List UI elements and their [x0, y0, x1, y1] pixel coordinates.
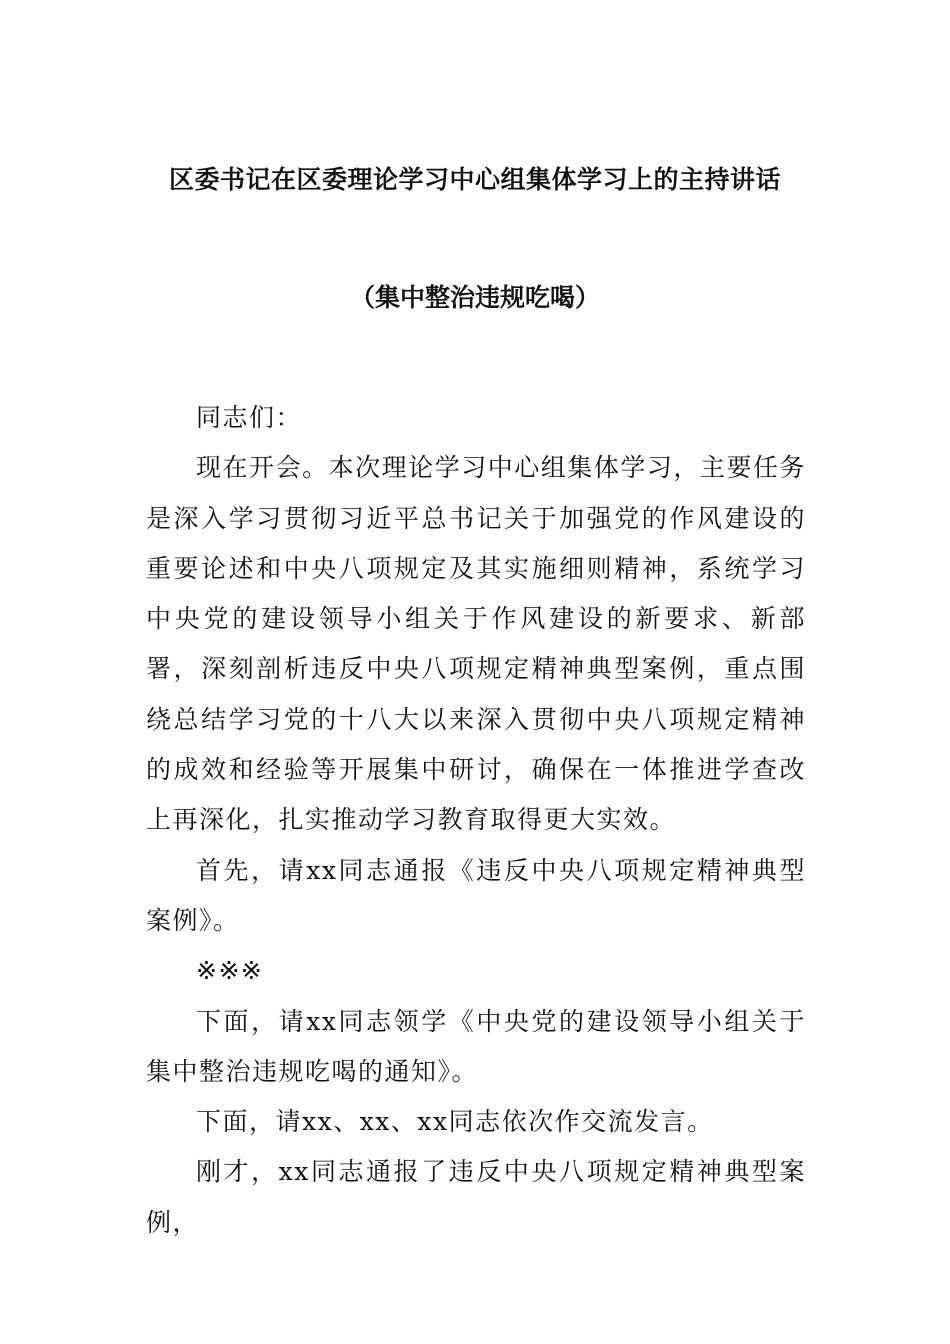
body-paragraph: 首先，请xx同志通报《违反中央八项规定精神典型案例》。	[146, 855, 806, 935]
document-title: 区委书记在区委理论学习中心组集体学习上的主持讲话	[168, 165, 781, 194]
body-paragraph: 下面，请xx同志领学《中央党的建设领导小组关于集中整治违规吃喝的通知》。	[146, 1006, 806, 1086]
separator-paragraph: ※※※	[196, 956, 264, 986]
body-paragraph: 现在开会。本次理论学习中心组集体学习，主要任务是深入学习贯彻习近平总书记关于加强党的作风建设的重要论述和中央八项规定及其实施细则精神，系统学习中央党的建设领导小组关于作风建设的新要求、新部署，深刻剖析违反中央八项规定精神典型案例，重点围绕总结学习党的十八大以来深入贯彻中央八项规定精神的成效和经验等开展集中研讨，确保在一体推进学查改上再深化，扎实推动学习教育取得更大实效。	[146, 453, 806, 835]
salutation-paragraph: 同志们：	[196, 403, 303, 432]
document-body	[146, 393, 806, 1248]
document-subtitle: （集中整治违规吃喝）	[349, 283, 600, 312]
body-paragraph: 下面，请xx、xx、xx同志依次作交流发言。	[196, 1107, 714, 1137]
body-paragraph: 刚才，xx同志通报了违反中央八项规定精神典型案例，	[146, 1157, 806, 1237]
